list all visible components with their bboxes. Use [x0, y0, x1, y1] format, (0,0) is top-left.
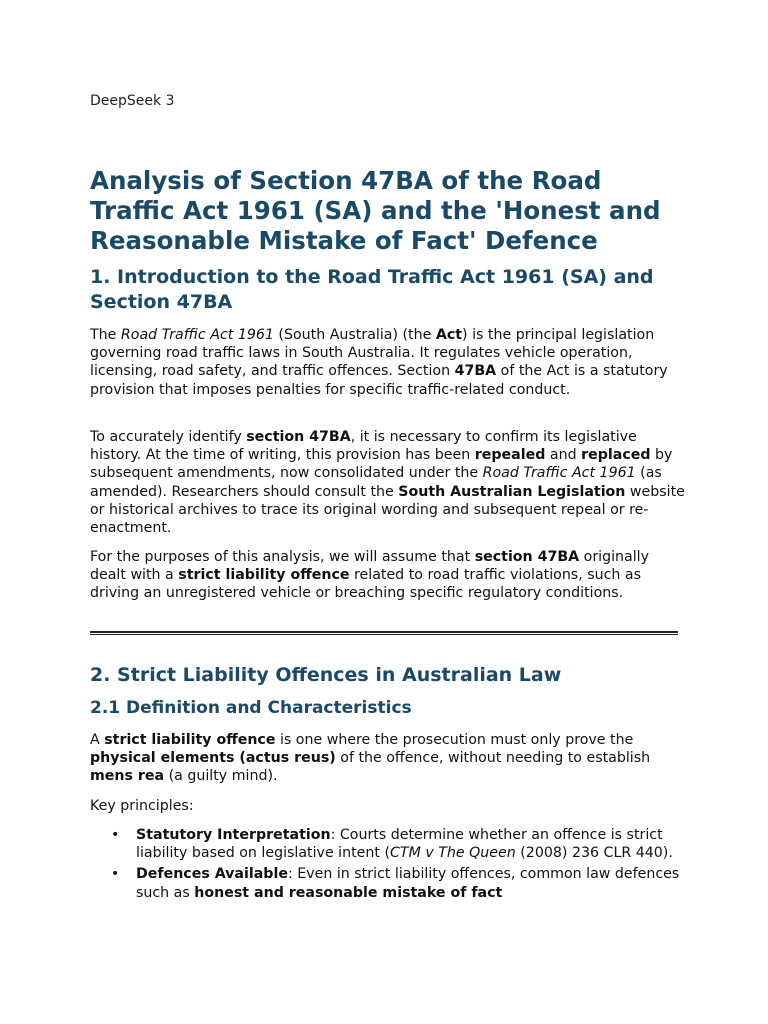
text-run: (South Australia) (the [273, 327, 436, 343]
text-run: of the Act is a statutory provision that imposes penalties for specific traffic-related conduct. [90, 363, 668, 398]
bullet-icon: • [111, 866, 120, 883]
key-principles-list [90, 826, 680, 905]
text-run: ) is the principal legislation governing road traffic laws in South Australia. It regulates vehicle operation, licensing, road safety, and traffic offences. Section [90, 327, 655, 380]
section-1-paragraph-1 [90, 326, 685, 399]
text-run-bold: Act [435, 327, 463, 343]
text-run-bold: strict liability offence [104, 732, 276, 748]
text-run-bold: replaced [581, 447, 651, 464]
text-run: For the purposes of this analysis, we will assume that [90, 549, 475, 565]
header-label: DeepSeek 3 [90, 93, 175, 109]
text-run-bold: section 47BA [246, 429, 351, 445]
text-run-bold: section 47BA [474, 549, 580, 565]
text-run: A [90, 732, 105, 748]
text-run-italic: CTM v The Queen [390, 845, 516, 862]
document-title: Analysis of Section 47BA of the Road Traffic Act 1961 (SA) and the 'Honest and Reasonable Mistake of Fact' Defence [90, 166, 661, 255]
text-run: by subsequent amendments, now consolidated under the [90, 447, 673, 482]
text-run: : Even in strict liability offences, common law defences such as [136, 866, 680, 901]
text-run-bold: repealed [474, 447, 546, 464]
text-run-italic: Road Traffic Act 1961 [482, 465, 636, 482]
text-run-bold: 47BA [454, 363, 497, 380]
text-run: (a guilty mind). [164, 768, 278, 785]
text-run-bold: strict liability offence [178, 567, 350, 584]
section-2-1-heading: 2.1 Definition and Characteristics [90, 698, 412, 718]
section-1-heading: 1. Introduction to the Road Traffic Act 1961 (SA) and Section 47BA [90, 266, 654, 313]
text-run: and [545, 447, 582, 464]
horizontal-rule-divider [90, 631, 678, 635]
text-run: To accurately identify [90, 429, 247, 445]
text-run: is one where the prosecution must only prove the [275, 732, 634, 748]
text-run: : Courts determine whether an offence is strict liability based on legislative intent ( [136, 827, 663, 862]
text-run: related to road traffic violations, such as driving an unregistered vehicle or breaching specific regulatory conditions. [90, 567, 641, 602]
section-1-paragraph-2 [90, 428, 685, 537]
section-1-paragraph-3 [90, 548, 685, 603]
text-run: The [90, 327, 121, 343]
text-run-bold: Statutory Interpretation [136, 827, 331, 843]
text-run: website or historical archives to trace its original wording and subsequent repeal or re-enactment. [90, 483, 685, 537]
section-2-heading: 2. Strict Liability Offences in Australian Law [90, 664, 562, 686]
text-run: (2008) 236 CLR 440). [515, 845, 673, 862]
list-item [90, 826, 680, 862]
text-run-bold: South Australian Legislation [398, 483, 626, 500]
bullet-icon: • [111, 827, 120, 843]
text-run: originally dealt with a [90, 549, 650, 584]
key-principles-label: Key principles: [90, 798, 194, 814]
text-run: , it is necessary to confirm its legislative history. At the time of writing, this provision has been [90, 429, 637, 464]
text-run-bold: physical elements (actus reus) [90, 750, 336, 767]
text-run: (as amended). Researchers should consult the [90, 465, 662, 500]
text-run: of the offence, without needing to establish [335, 750, 651, 767]
text-run-bold: honest and reasonable mistake of fact [194, 884, 503, 901]
text-run-italic: Road Traffic Act 1961 [120, 327, 274, 343]
list-item [90, 865, 680, 901]
text-run-bold: Defences Available [136, 866, 288, 883]
text-run-bold: mens rea [90, 768, 165, 785]
section-2-1-paragraph [90, 731, 685, 786]
